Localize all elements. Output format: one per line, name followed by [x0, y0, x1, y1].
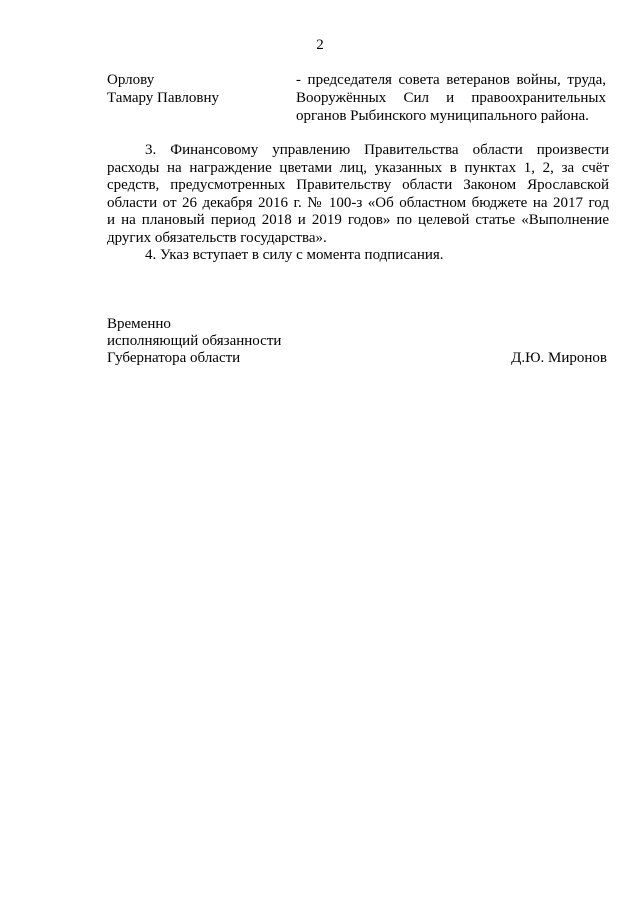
- page-number: 2: [316, 37, 324, 53]
- person-position-line-1: - председателя совета ветеранов войны, труда,: [296, 72, 606, 88]
- person-position-line-3: органов Рыбинского муниципального района.: [296, 108, 589, 124]
- signature-title-line-3: Губернатора области: [107, 350, 241, 366]
- signature-title-line-1: Временно: [107, 316, 171, 332]
- person-position-line-2: Вооружённых Сил и правоохранительных: [296, 90, 606, 106]
- paragraph-3-line-6: других обязательств государства».: [107, 230, 327, 246]
- paragraph-3-line-3: средств, предусмотренных Правительству области Законом Ярославской: [107, 177, 609, 193]
- signatory-name: Д.Ю. Миронов: [511, 350, 607, 366]
- paragraph-3-line-2: расходы на награждение цветами лиц, указанных в пунктах 1, 2, за счёт: [107, 160, 609, 176]
- paragraph-3-line-4: области от 26 декабря 2016 г. № 100-з «Об областном бюджете на 2017 год: [107, 195, 609, 211]
- paragraph-4: 4. Указ вступает в силу с момента подписания.: [145, 247, 444, 263]
- person-surname: Орлову: [107, 72, 155, 88]
- signature-title-line-2: исполняющий обязанности: [107, 333, 282, 349]
- paragraph-3-line-5: и на плановый период 2018 и 2019 годов» по целевой статье «Выполнение: [107, 212, 609, 228]
- person-given-names: Тамару Павловну: [107, 90, 220, 106]
- paragraph-3-line-1: 3. Финансовому управлению Правительства области произвести: [145, 142, 609, 158]
